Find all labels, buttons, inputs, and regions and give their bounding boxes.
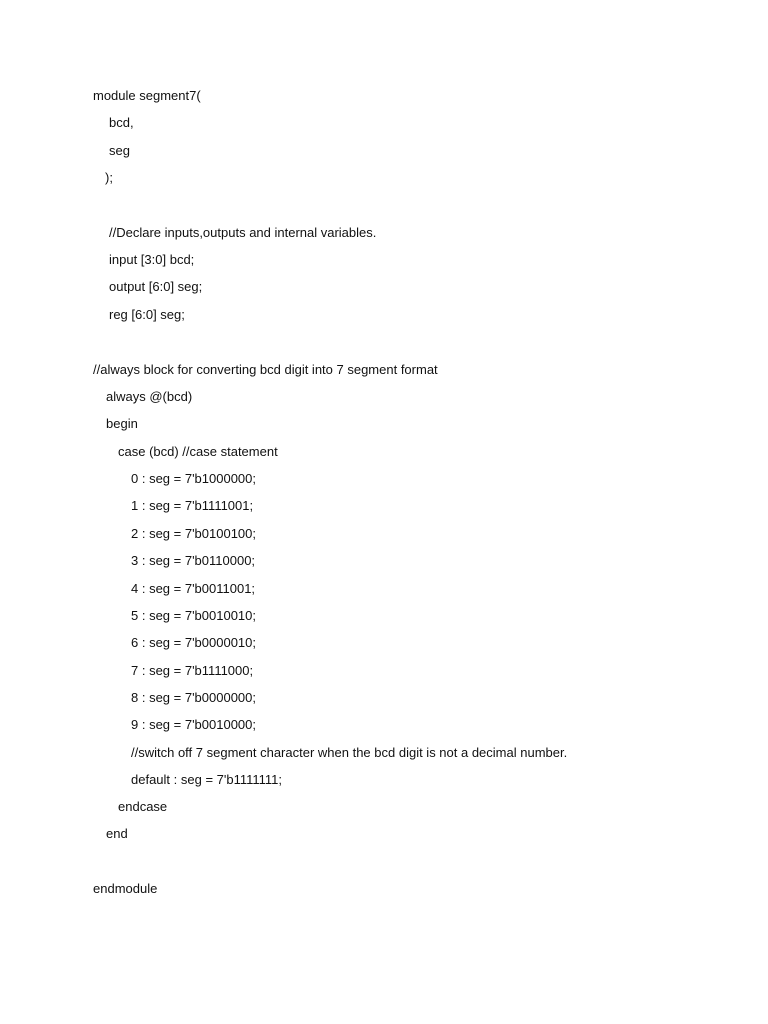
code-line-case-item: 1 : seg = 7'b1111001; [131,498,254,513]
code-line-case-item: 4 : seg = 7'b0011001; [131,581,256,596]
code-line-reg-decl: reg [6:0] seg; [109,307,185,322]
code-line-end: end [106,826,128,841]
code-line-default: default : seg = 7'b1111111; [131,772,283,787]
code-comment-switch-off: //switch off 7 segment character when the bcd digit is not a decimal number. [131,745,568,760]
code-line-endmodule: endmodule [93,881,158,896]
code-line-module-header: module segment7( [93,88,201,103]
code-comment-declare: //Declare inputs,outputs and internal variables. [109,225,377,240]
code-line-begin: begin [106,416,138,431]
code-line-case: case (bcd) //case statement [118,444,278,459]
code-comment-always: //always block for converting bcd digit into 7 segment format [93,362,438,377]
code-line-output-decl: output [6:0] seg; [109,279,203,294]
code-line-case-item: 9 : seg = 7'b0010000; [131,717,257,732]
code-line-port-close: ); [105,170,113,185]
code-line-case-item: 6 : seg = 7'b0000010; [131,635,257,650]
code-line-endcase: endcase [118,799,168,814]
code-line-case-item: 2 : seg = 7'b0100100; [131,526,257,541]
code-line-case-item: 7 : seg = 7'b1111000; [131,663,254,678]
code-line-case-item: 5 : seg = 7'b0010010; [131,608,257,623]
code-line-port-seg: seg [109,143,130,158]
code-line-input-decl: input [3:0] bcd; [109,252,195,267]
code-line-case-item: 8 : seg = 7'b0000000; [131,690,257,705]
code-line-always: always @(bcd) [106,389,193,404]
code-line-case-item: 0 : seg = 7'b1000000; [131,471,257,486]
code-line-case-item: 3 : seg = 7'b0110000; [131,553,256,568]
code-line-port-bcd: bcd, [109,115,134,130]
